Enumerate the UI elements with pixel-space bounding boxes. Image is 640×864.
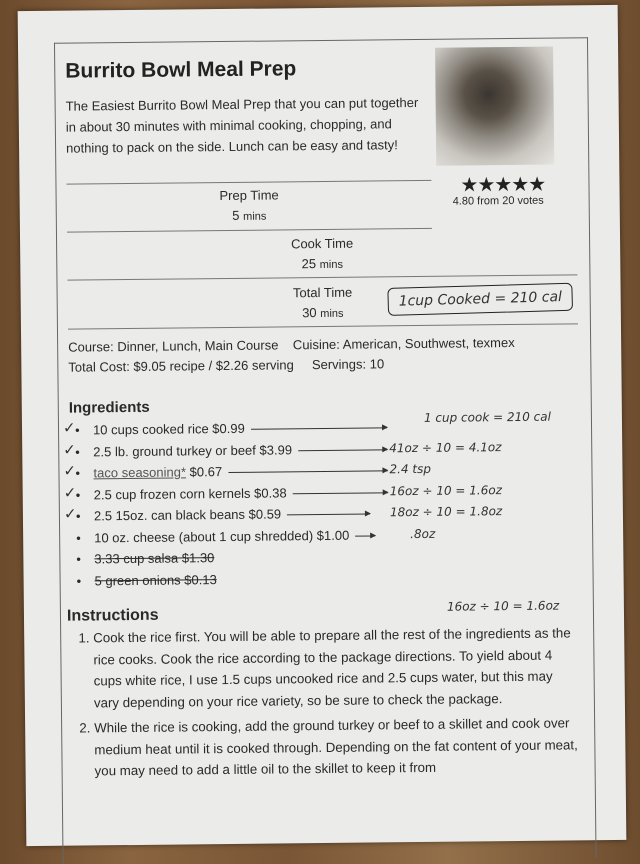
recipe-photo [435,47,554,166]
arrow-icon [251,427,387,429]
handwritten-note: 41oz ÷ 10 = 4.1oz [389,439,502,455]
ingredient-text [93,421,245,438]
rating-votes: 4.80 from 20 votes [452,194,544,208]
course-cuisine [68,335,515,355]
ingredient-item [71,567,389,592]
recipe-card [54,37,597,864]
prep-unit: mins [243,210,267,223]
arrow-icon [355,535,375,536]
ingredient-text [93,442,292,459]
handwritten-note: 16oz ÷ 10 = 1.6oz [389,482,503,498]
arrow-icon [293,492,388,494]
arrow-icon [298,449,387,451]
prep-time-label: Prep Time [219,187,279,204]
cook-value: 25 [301,256,317,272]
divider [67,228,432,233]
ingredients-heading: Ingredients [68,398,150,417]
cost: Total Cost: $9.05 recipe / $2.26 serving [68,357,294,375]
recipe-title: Burrito Bowl Meal Prep [65,57,297,83]
prep-value: 5 [232,207,240,223]
checkmark-icon: • ✓ [63,484,77,502]
ingredient-text [94,550,214,566]
total-value: 30 [302,305,317,321]
arrow-icon [287,514,370,516]
instruction-step: 2. While the rice is cooking, add the ground turkey or beef to a skillet and cook over medium heat until it is cooked through. Depending on the fat content of your meat, you may need to add a little oil to the skillet to keep it from [94,712,579,782]
recipe-printout [18,5,627,846]
handwritten-instructions-note: 16oz ÷ 10 = 1.6oz [446,598,560,614]
handwritten-note: 18oz ÷ 10 = 1.8oz [389,504,503,520]
ingredient-text [94,485,287,502]
cuisine: Cuisine: American, Southwest, texmex [292,334,515,353]
checkmark-icon: • ✓ [63,441,76,459]
handwritten-note: 1 cup cook = 210 cal [423,409,552,425]
handwritten-note: .8oz [410,526,436,541]
instructions-heading: Instructions [66,606,159,625]
total-unit: mins [320,307,344,321]
arrow-icon [228,470,387,473]
divider [67,274,577,280]
checkmark-icon: • ✓ [62,419,76,437]
course: Course: Dinner, Lunch, Main Course [68,337,279,355]
ingredient-label: 2.5 cup frozen corn kernels $0.38 [93,484,287,502]
handwritten-note: 2.4 tsp [389,461,432,477]
prep-time-value [67,206,432,225]
ingredient-label: 10 cups cooked rice $0.99 [92,420,245,438]
instruction-step: 1. Cook the rice first. You will be able to prepare all the rest of the ingredients as the rice cooks. Cook the rice according to the package directions. To yield about 4 cups white rice, I use 1.5 cups uncooked rice and 2.5 cups water, but this may vary depending on your rice variety, so be sure to check the package. [93,622,578,713]
ingredient-label: 3.33 cup salsa $1.30 [94,550,215,567]
checkmark-icon: • ✓ [63,505,77,523]
ingredient-text [94,527,349,545]
ingredient-link[interactable]: taco seasoning* [93,464,187,481]
ingredient-label: 5 green onions $0.13 [94,571,217,588]
ingredient-label: 2.5 15oz. can black beans $0.59 [93,506,282,524]
divider [66,180,431,185]
ingredients-list [62,409,552,591]
checkmark-icon: • ✓ [63,462,77,480]
cost-servings [68,356,384,374]
ingredient-text [93,464,222,480]
recipe-description: The Easiest Burrito Bowl Meal Prep that you can put together in about 30 minutes with minimal cooking, chopping, and nothing to pack on the side. Lunch can be easy and tasty! [65,94,419,156]
ingredient-label: 2.5 lb. ground turkey or beef $3.99 [93,441,293,459]
total-time-label: Total Time [292,284,353,301]
handwritten-calorie-note: 1cup Cooked = 210 cal [387,283,573,316]
rating-stars: ★★★★★ [460,173,546,197]
servings: Servings: 10 [311,356,385,373]
instructions [67,622,579,786]
ingredient-text [95,572,217,588]
divider [68,323,578,329]
ingredient-label: $0.67 [185,464,223,480]
cook-time-label: Cook Time [290,235,354,252]
cook-time-value [67,253,577,273]
ingredient-label: 10 oz. cheese (about 1 cup shredded) $1.00 [94,527,350,545]
ingredient-text [94,506,281,523]
cook-unit: mins [319,258,344,272]
